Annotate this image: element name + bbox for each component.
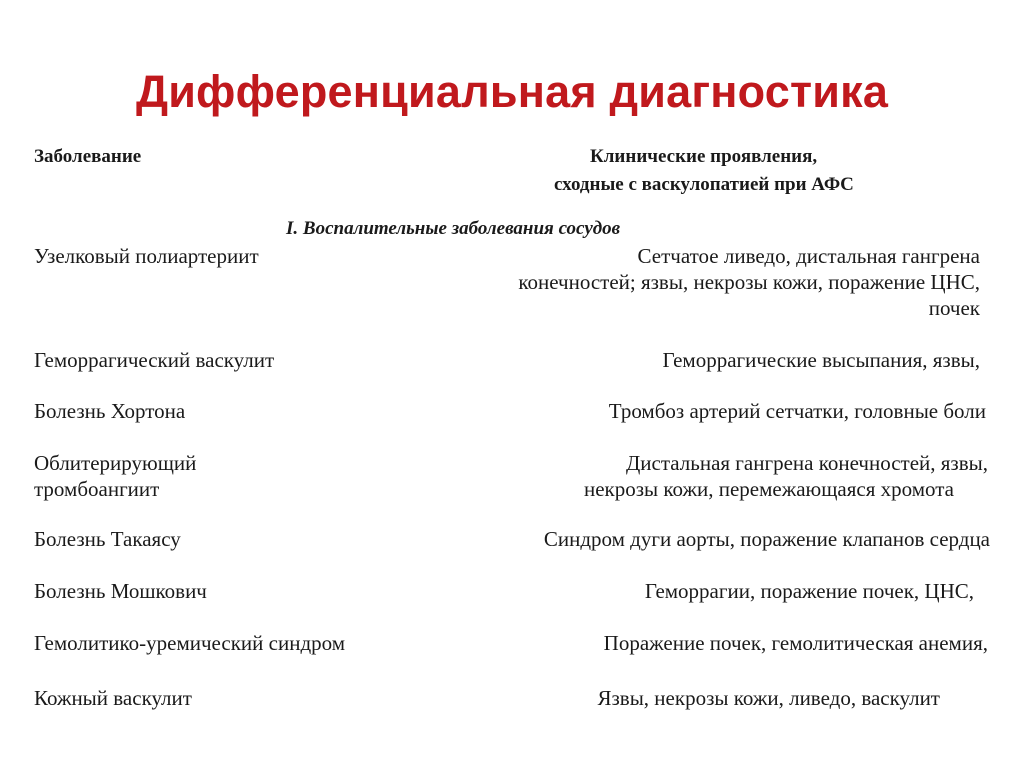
disease-name: Болезнь Такаясу <box>34 527 181 551</box>
symptom-line: конечностей; язвы, некрозы кожи, поражение ЦНС, <box>518 270 980 294</box>
symptom-line: Сетчатое ливедо, дистальная гангрена <box>637 244 980 268</box>
disease-name: Болезнь Мошкович <box>34 579 207 603</box>
disease-name: Кожный васкулит <box>34 686 192 710</box>
disease-name: тромбоангиит <box>34 477 160 501</box>
symptom-line: Геморрагии, поражение почек, ЦНС, <box>644 579 974 603</box>
symptom-line: Геморрагические высыпания, язвы, <box>662 348 980 372</box>
disease-name: Болезнь Хортона <box>34 399 186 423</box>
symptom-line: Тромбоз артерий сетчатки, головные боли <box>608 399 986 423</box>
symptom-line: Синдром дуги аорты, поражение клапанов сердца <box>543 527 990 551</box>
disease-name: Гемолитико-уремический синдром <box>34 631 346 655</box>
symptom-line: почек <box>928 296 980 320</box>
symptom-line: Поражение почек, гемолитическая анемия, <box>603 631 988 655</box>
slide-title: Дифференциальная диагностика <box>135 66 889 117</box>
disease-name: Облитерирующий <box>34 451 197 475</box>
symptom-line: Дистальная гангрена конечностей, язвы, <box>625 451 988 475</box>
column-header-manifestations-line1: Клинические проявления, <box>590 146 818 167</box>
column-header-manifestations-line2: сходные с васкулопатией при АФС <box>554 174 854 195</box>
disease-name: Узелковый полиартериит <box>34 244 259 268</box>
disease-name: Геморрагический васкулит <box>34 348 275 372</box>
symptom-line: Язвы, некрозы кожи, ливедо, васкулит <box>597 686 940 710</box>
column-header-disease: Заболевание <box>34 146 142 167</box>
symptom-line: некрозы кожи, перемежающаяся хромота <box>583 477 954 501</box>
section-heading: I. Воспалительные заболевания сосудов <box>286 218 621 239</box>
